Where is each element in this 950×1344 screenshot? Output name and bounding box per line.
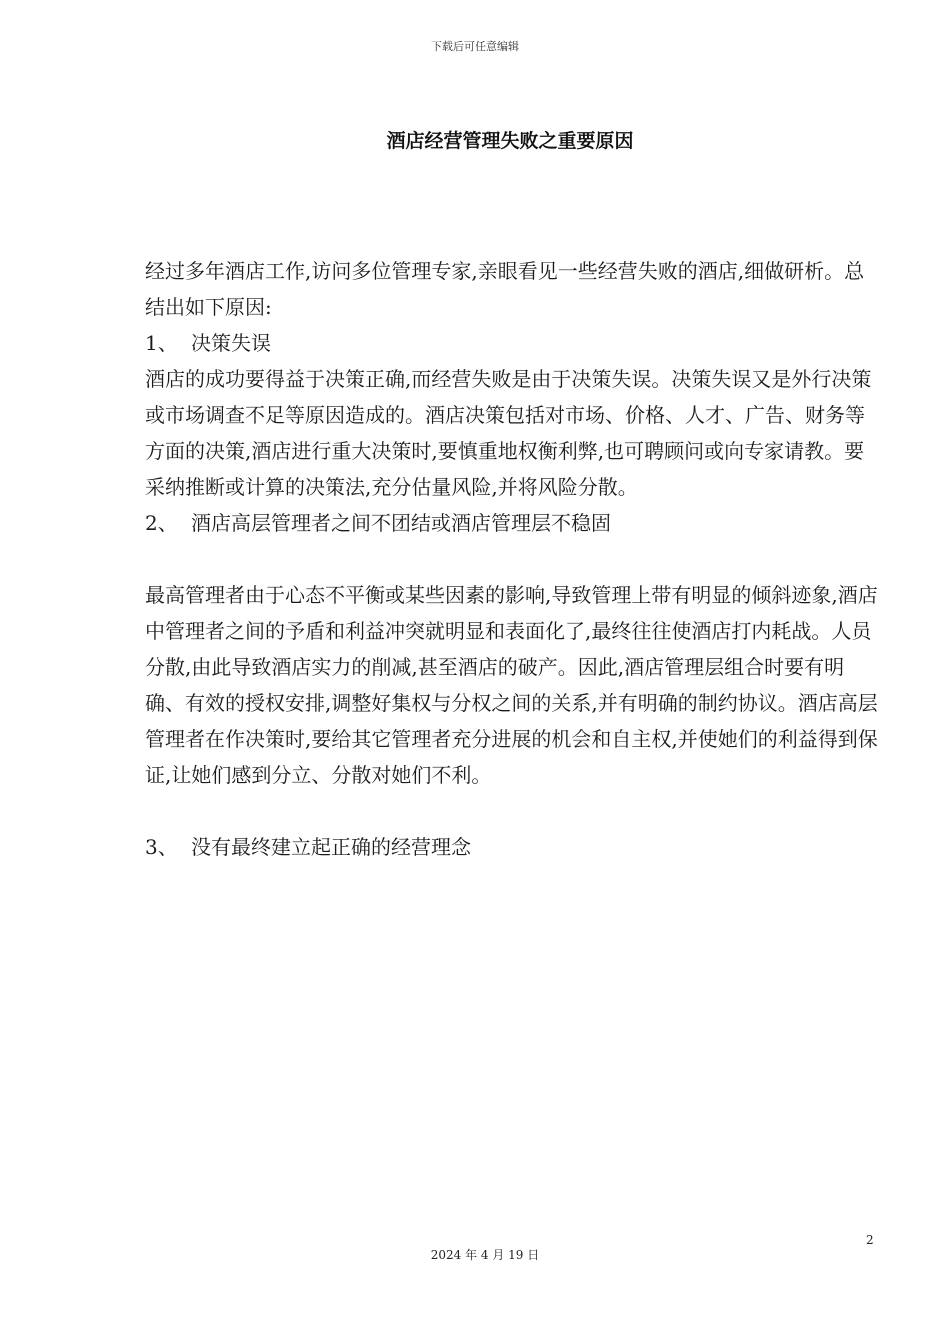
document-title: 酒店经营管理失败之重要原因 (386, 130, 634, 152)
document-body (145, 253, 880, 865)
page-number: 2 (866, 1233, 874, 1247)
item-heading-text: 没有最终建立起正确的经营理念 (191, 835, 471, 859)
item-heading-text: 决策失误 (191, 331, 271, 355)
page-footer-date: 2024 年 4 月 19 日 (430, 1248, 540, 1262)
item-body-1: 酒店的成功要得益于决策正确,而经营失败是由于决策失误。决策失误又是外行决策或市场调查不足等原因造成的。酒店决策包括对市场、价格、人才、广告、财务等方面的决策,酒店进行重大决策时,要慎重地权衡利弊,也可聘顾问或向专家请教。要采纳推断或计算的决策法,充分估量风险,并将风险分散。 (145, 367, 872, 499)
item-number: 2、 (145, 511, 178, 535)
item-heading-2 (145, 505, 880, 541)
item-heading-1 (145, 325, 880, 361)
intro-paragraph: 经过多年酒店工作,访问多位管理专家,亲眼看见一些经营失败的酒店,细做研析。总结出如下原因: (145, 259, 865, 319)
paragraph-spacer (145, 541, 880, 577)
item-heading-3 (145, 829, 880, 865)
item-number: 3、 (145, 835, 178, 859)
item-number: 1、 (145, 331, 178, 355)
item-body-2: 最高管理者由于心态不平衡或某些因素的影响,导致管理上带有明显的倾斜迹象,酒店中管理者之间的予盾和利益冲突就明显和表面化了,最终往往使酒店打内耗战。人员分散,由此导致酒店实力的削减,甚至酒店的破产。因此,酒店管理层组合时要有明确、有效的授权安排,调整好集权与分权之间的关系,并有明确的制约协议。酒店高层管理者在作决策时,要给其它管理者充分进展的机会和自主权,并使她们的利益得到保证,让她们感到分立、分散对她们不利。 (145, 583, 878, 787)
paragraph-spacer (145, 793, 880, 829)
page-header: 下载后可任意编辑 (431, 40, 519, 53)
item-heading-text: 酒店高层管理者之间不团结或酒店管理层不稳固 (191, 511, 611, 535)
